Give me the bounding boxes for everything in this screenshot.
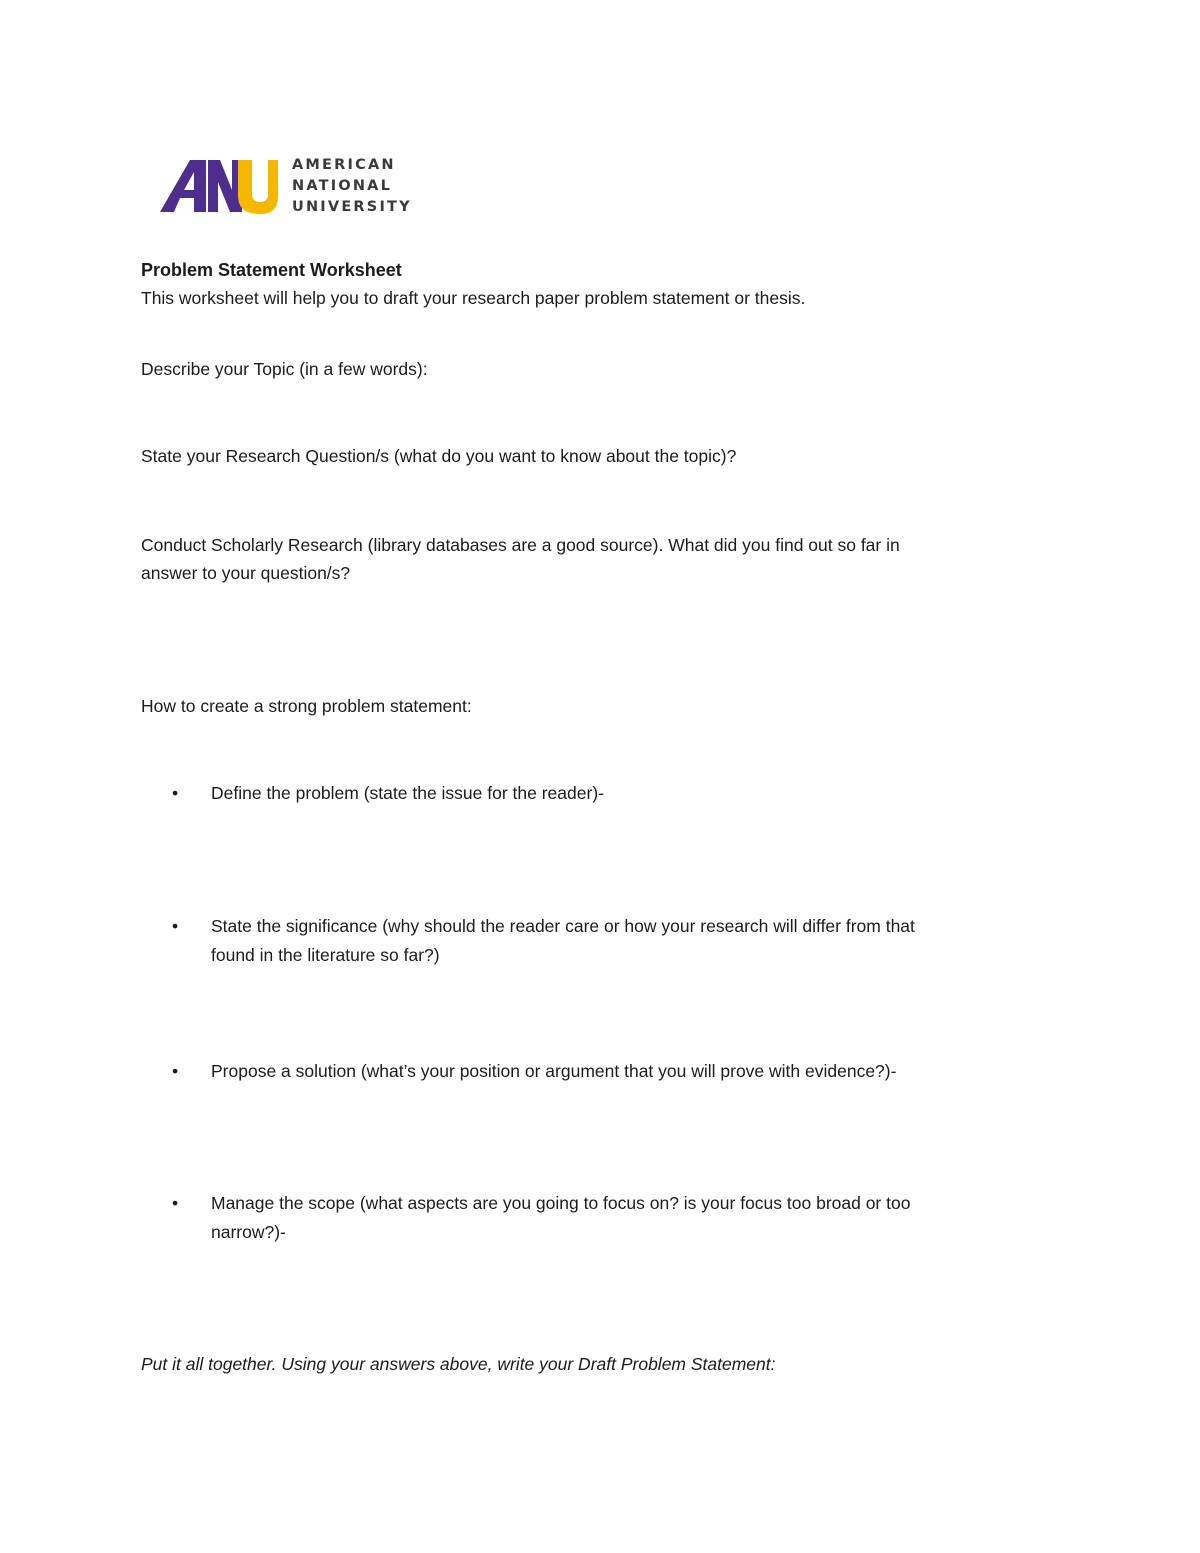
bullet-text-line: narrow?)- <box>211 1221 286 1242</box>
bullet-text-line: found in the literature so far?) <box>211 944 440 965</box>
closing-instruction: Put it all together. Using your answers above, write your Draft Problem Statement: <box>141 1354 776 1374</box>
bullet-text-line: Propose a solution (what’s your position or argument that you will prove with evidence?)- <box>211 1061 897 1081</box>
how-to-heading: How to create a strong problem statement: <box>141 696 472 716</box>
bullet-icon: • <box>172 783 179 803</box>
prompt-scholarly-research-line2: answer to your question/s? <box>141 563 351 583</box>
prompt-topic: Describe your Topic (in a few words): <box>141 359 428 379</box>
bullet-manage-scope <box>211 1189 1041 1246</box>
bullet-icon: • <box>172 916 179 936</box>
bullet-state-significance <box>211 912 1041 969</box>
bullet-text-line: Manage the scope (what aspects are you going to focus on? is your focus too broad or too <box>211 1193 911 1213</box>
prompt-scholarly-research-line1: Conduct Scholarly Research (library databases are a good source). What did you find out so far in <box>141 535 900 555</box>
worksheet-intro: This worksheet will help you to draft your research paper problem statement or thesis. <box>141 288 806 308</box>
logo-line-national: NATIONAL <box>292 178 393 194</box>
logo-wordmark <box>292 155 412 218</box>
bullet-text-line: Define the problem (state the issue for the reader)- <box>211 783 604 803</box>
anu-logo-mark-icon <box>158 154 280 216</box>
bullet-icon: • <box>172 1061 179 1081</box>
logo-line-university: UNIVERSITY <box>292 199 412 215</box>
prompt-research-question: State your Research Question/s (what do you want to know about the topic)? <box>141 446 737 466</box>
bullet-propose-solution <box>211 1057 1041 1086</box>
worksheet-title: Problem Statement Worksheet <box>141 260 402 280</box>
bullet-icon: • <box>172 1193 179 1213</box>
bullet-text-line: State the significance (why should the reader care or how your research will differ from that <box>211 916 915 936</box>
bullet-define-problem <box>211 779 1041 808</box>
anu-logo <box>158 152 412 216</box>
logo-line-american: AMERICAN <box>292 157 396 173</box>
